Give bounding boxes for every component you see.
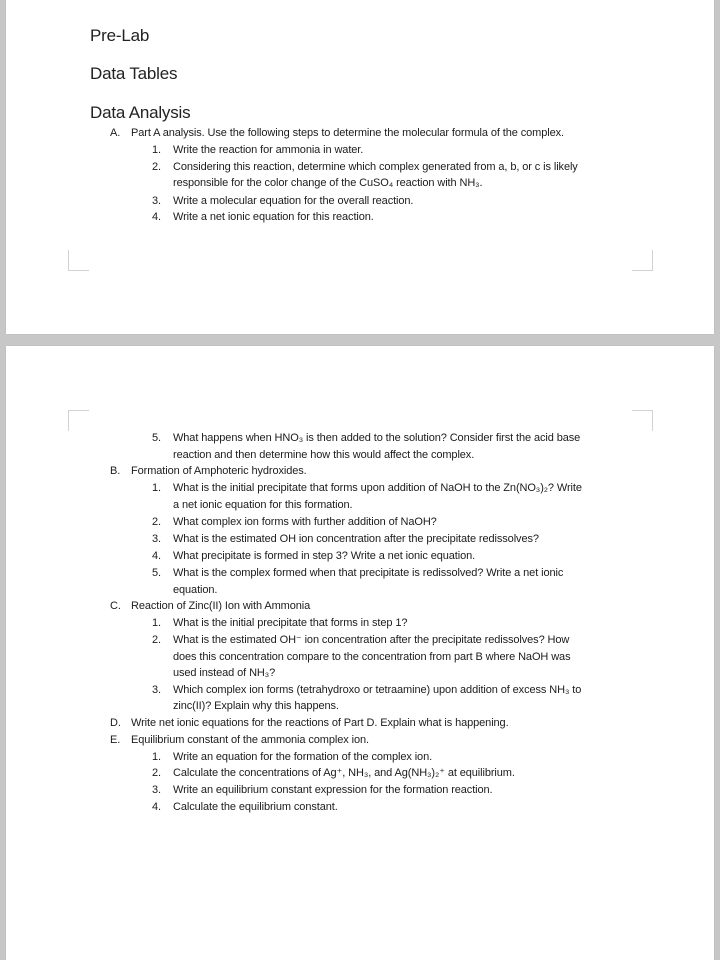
item-text: What is the complex formed when that precipitate is redissolved? Write a net ionic: [173, 567, 564, 579]
document-page-2: [6, 346, 714, 960]
item-label: 1.: [152, 751, 161, 763]
item-text: Write a molecular equation for the overall reaction.: [173, 195, 414, 207]
item-text: Write a net ionic equation for this reaction.: [173, 211, 374, 223]
item-text: does this concentration compare to the concentration from part B where NaOH was: [173, 651, 571, 663]
crop-mark-bottom-left: [68, 250, 89, 271]
item-text: What is the initial precipitate that forms in step 1?: [173, 617, 408, 629]
item-label: 3.: [152, 195, 161, 207]
item-text: responsible for the color change of the CuSO₄ reaction with NH₃.: [173, 177, 483, 189]
item-text: Write an equilibrium constant expression for the formation reaction.: [173, 784, 493, 796]
item-text: Write the reaction for ammonia in water.: [173, 144, 364, 156]
crop-mark-top-left: [68, 410, 89, 431]
item-text: What complex ion forms with further addition of NaOH?: [173, 516, 437, 528]
heading-data-tables: Data Tables: [90, 64, 178, 83]
item-text: used instead of NH₃?: [173, 667, 276, 679]
item-text: Formation of Amphoteric hydroxides.: [131, 465, 307, 477]
item-text: What precipitate is formed in step 3? Write a net ionic equation.: [173, 550, 476, 562]
item-label: 1.: [152, 144, 161, 156]
item-text: What is the initial precipitate that forms upon addition of NaOH to the Zn(NO₃)₂? Write: [173, 482, 582, 494]
item-label: B.: [110, 465, 121, 477]
item-label: D.: [110, 717, 121, 729]
item-text: Reaction of Zinc(II) Ion with Ammonia: [131, 600, 311, 612]
item-text: a net ionic equation for this formation.: [173, 499, 353, 511]
item-label: 3.: [152, 533, 161, 545]
item-label: E.: [110, 734, 121, 746]
item-label: 2.: [152, 767, 161, 779]
item-text: Which complex ion forms (tetrahydroxo or tetraamine) upon addition of excess NH₃ to: [173, 684, 582, 696]
item-text: Calculate the concentrations of Ag⁺, NH₃, and Ag(NH₃)₂⁺ at equilibrium.: [173, 767, 515, 779]
item-label: 2.: [152, 634, 161, 646]
item-text: What happens when HNO₃ is then added to the solution? Consider first the acid base: [173, 432, 581, 444]
item-label: 1.: [152, 482, 161, 494]
item-text: Equilibrium constant of the ammonia complex ion.: [131, 734, 369, 746]
item-text: Calculate the equilibrium constant.: [173, 801, 338, 813]
item-text: Write net ionic equations for the reactions of Part D. Explain what is happening.: [131, 717, 509, 729]
item-text: What is the estimated OH ion concentration after the precipitate redissolves?: [173, 533, 539, 545]
item-label: 4.: [152, 550, 161, 562]
item-label: 5.: [152, 432, 161, 444]
item-label: 4.: [152, 801, 161, 813]
item-label: 2.: [152, 161, 161, 173]
heading-data-analysis: Data Analysis: [90, 103, 191, 122]
item-label: A.: [110, 127, 121, 139]
crop-mark-top-right: [632, 410, 653, 431]
item-text: Considering this reaction, determine which complex generated from a, b, or c is likely: [173, 161, 578, 173]
item-label: 3.: [152, 684, 161, 696]
item-label: 2.: [152, 516, 161, 528]
item-label: 5.: [152, 567, 161, 579]
item-text: equation.: [173, 584, 218, 596]
item-text: zinc(II)? Explain why this happens.: [173, 700, 339, 712]
document-page-1: [6, 0, 714, 334]
item-text: Part A analysis. Use the following steps to determine the molecular formula of the complex.: [131, 127, 564, 139]
item-label: 4.: [152, 211, 161, 223]
item-text: reaction and then determine how this would affect the complex.: [173, 449, 475, 461]
item-label: 3.: [152, 784, 161, 796]
crop-mark-bottom-right: [632, 250, 653, 271]
heading-prelab: Pre-Lab: [90, 26, 150, 45]
item-text: Write an equation for the formation of the complex ion.: [173, 751, 433, 763]
item-text: What is the estimated OH⁻ ion concentration after the precipitate redissolves? How: [173, 634, 570, 646]
item-label: C.: [110, 600, 121, 612]
item-label: 1.: [152, 617, 161, 629]
